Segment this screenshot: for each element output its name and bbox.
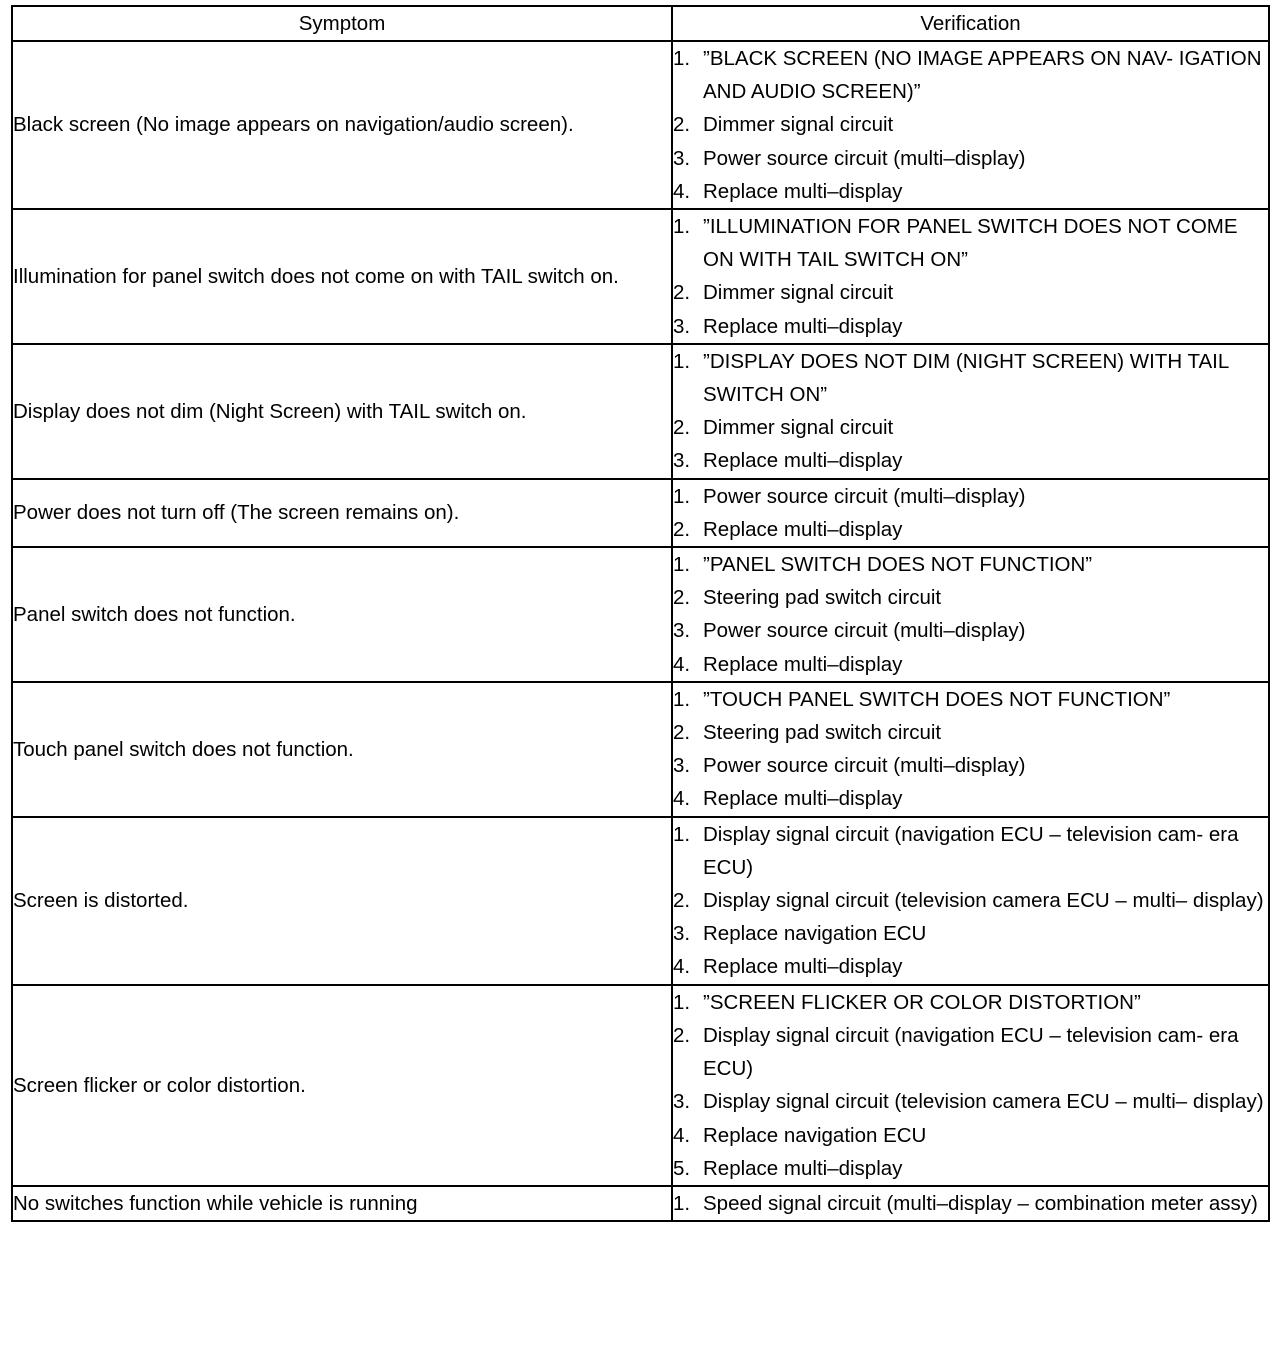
verification-step xyxy=(673,513,1268,546)
step-number: 2. xyxy=(673,416,691,440)
step-number: 5. xyxy=(673,1156,691,1180)
verification-step xyxy=(673,782,1268,815)
table-row xyxy=(12,547,1269,682)
verification-step xyxy=(673,1085,1268,1118)
header-row xyxy=(12,6,1269,41)
step-text: Steering pad switch circuit xyxy=(703,721,942,745)
verification-step xyxy=(673,345,1268,411)
verification-steps xyxy=(673,42,1268,208)
step-number: 1. xyxy=(673,215,691,239)
step-text: Replace multi–display xyxy=(703,517,903,541)
step-number: 3. xyxy=(673,146,691,170)
verification-cell xyxy=(672,479,1269,547)
step-number: 3. xyxy=(673,1090,691,1114)
step-text: Display signal circuit (navigation ECU – television cam- era ECU) xyxy=(703,1023,1239,1081)
table-row xyxy=(12,682,1269,817)
verification-cell xyxy=(672,1186,1269,1221)
verification-step xyxy=(673,716,1268,749)
step-text: Dimmer signal circuit xyxy=(703,416,894,440)
verification-steps xyxy=(673,480,1268,546)
verification-step xyxy=(673,818,1268,884)
step-text: Dimmer signal circuit xyxy=(703,113,894,137)
verification-cell xyxy=(672,547,1269,682)
verification-cell xyxy=(672,41,1269,209)
verification-step xyxy=(673,1119,1268,1152)
step-number: 4. xyxy=(673,652,691,676)
step-text: Power source circuit (multi–display) xyxy=(703,146,1026,170)
step-text: Power source circuit (multi–display) xyxy=(703,484,1026,508)
verification-cell xyxy=(672,344,1269,479)
step-text: Display signal circuit (television camera ECU – multi– display) xyxy=(703,889,1264,913)
symptom-cell: Power does not turn off (The screen remains on). xyxy=(12,479,672,547)
verification-cell xyxy=(672,209,1269,344)
verification-steps xyxy=(673,986,1268,1185)
step-text: ”DISPLAY DOES NOT DIM (NIGHT SCREEN) WITH TAIL SWITCH ON” xyxy=(703,349,1229,407)
verification-step xyxy=(673,581,1268,614)
step-text: Power source circuit (multi–display) xyxy=(703,619,1026,643)
table-row xyxy=(12,1186,1269,1221)
step-text: ”ILLUMINATION FOR PANEL SWITCH DOES NOT COME ON WITH TAIL SWITCH ON” xyxy=(703,215,1238,272)
step-text: Replace multi–display xyxy=(703,652,903,676)
verification-step xyxy=(673,444,1268,477)
verification-step xyxy=(673,1152,1268,1185)
step-number: 1. xyxy=(673,990,691,1014)
step-number: 3. xyxy=(673,754,691,778)
step-number: 2. xyxy=(673,517,691,541)
step-text: Replace navigation ECU xyxy=(703,1123,927,1147)
step-number: 4. xyxy=(673,955,691,979)
verification-step xyxy=(673,210,1268,276)
step-number: 1. xyxy=(673,484,691,508)
step-text: ”PANEL SWITCH DOES NOT FUNCTION” xyxy=(703,553,1093,577)
verification-steps xyxy=(673,1187,1268,1220)
step-number: 1. xyxy=(673,822,691,846)
verification-step xyxy=(673,310,1268,343)
step-number: 2. xyxy=(673,1023,691,1047)
step-text: Replace multi–display xyxy=(703,449,903,473)
verification-steps xyxy=(673,548,1268,681)
step-number: 4. xyxy=(673,787,691,811)
symptom-cell: Touch panel switch does not function. xyxy=(12,682,672,817)
table-body xyxy=(12,41,1269,1221)
verification-cell xyxy=(672,985,1269,1186)
step-text: Replace multi–display xyxy=(703,179,903,203)
verification-step xyxy=(673,884,1268,917)
verification-step xyxy=(673,175,1268,208)
symptom-cell: No switches function while vehicle is running xyxy=(12,1186,672,1221)
verification-step xyxy=(673,142,1268,175)
step-number: 1. xyxy=(673,1191,691,1215)
symptom-cell: Screen flicker or color distortion. xyxy=(12,985,672,1186)
step-text: ”BLACK SCREEN (NO IMAGE APPEARS ON NAV- IGATION AND AUDIO SCREEN)” xyxy=(703,47,1262,104)
table-row xyxy=(12,209,1269,344)
step-text: Display signal circuit (navigation ECU – television cam- era ECU) xyxy=(703,822,1239,879)
step-number: 2. xyxy=(673,721,691,745)
verification-steps xyxy=(673,683,1268,816)
verification-cell xyxy=(672,817,1269,985)
symptom-cell: Screen is distorted. xyxy=(12,817,672,985)
step-number: 2. xyxy=(673,113,691,137)
symptom-cell: Black screen (No image appears on navigation/audio screen). xyxy=(12,41,672,209)
verification-header: Verification xyxy=(672,6,1269,41)
step-number: 1. xyxy=(673,349,691,373)
step-number: 2. xyxy=(673,586,691,610)
verification-step xyxy=(673,749,1268,782)
step-text: Replace multi–display xyxy=(703,955,903,979)
verification-step xyxy=(673,42,1268,108)
table-row xyxy=(12,41,1269,209)
verification-step xyxy=(673,648,1268,681)
step-number: 2. xyxy=(673,889,691,913)
step-number: 1. xyxy=(673,47,691,70)
verification-step xyxy=(673,108,1268,141)
verification-step xyxy=(673,548,1268,581)
table-row xyxy=(12,985,1269,1186)
step-text: ”TOUCH PANEL SWITCH DOES NOT FUNCTION” xyxy=(703,687,1171,711)
step-number: 3. xyxy=(673,922,691,946)
step-number: 3. xyxy=(673,449,691,473)
symptom-header: Symptom xyxy=(12,6,672,41)
step-text: ”SCREEN FLICKER OR COLOR DISTORTION” xyxy=(703,990,1141,1014)
symptom-cell: Illumination for panel switch does not come on with TAIL switch on. xyxy=(12,209,672,344)
verification-step xyxy=(673,986,1268,1019)
verification-step xyxy=(673,683,1268,716)
step-number: 2. xyxy=(673,281,691,305)
verification-step xyxy=(673,614,1268,647)
step-number: 3. xyxy=(673,619,691,643)
verification-step xyxy=(673,480,1268,513)
step-text: Display signal circuit (television camera ECU – multi– display) xyxy=(703,1090,1264,1114)
symptom-cell: Panel switch does not function. xyxy=(12,547,672,682)
step-text: Speed signal circuit (multi–display – combination meter assy) xyxy=(703,1191,1258,1215)
table-row xyxy=(12,817,1269,985)
verification-step xyxy=(673,917,1268,950)
table-row xyxy=(12,479,1269,547)
troubleshooting-table xyxy=(11,5,1270,1222)
step-number: 1. xyxy=(673,553,691,577)
verification-steps xyxy=(673,210,1268,343)
table-row xyxy=(12,344,1269,479)
verification-step xyxy=(673,276,1268,309)
step-text: Dimmer signal circuit xyxy=(703,281,894,305)
symptom-cell: Display does not dim (Night Screen) with TAIL switch on. xyxy=(12,344,672,479)
step-number: 1. xyxy=(673,687,691,711)
step-number: 4. xyxy=(673,1123,691,1147)
step-text: Replace multi–display xyxy=(703,314,903,338)
step-text: Replace multi–display xyxy=(703,1156,903,1180)
step-text: Replace multi–display xyxy=(703,787,903,811)
step-number: 3. xyxy=(673,314,691,338)
verification-cell xyxy=(672,682,1269,817)
verification-step xyxy=(673,1019,1268,1085)
step-text: Replace navigation ECU xyxy=(703,922,927,946)
step-text: Steering pad switch circuit xyxy=(703,586,942,610)
step-text: Power source circuit (multi–display) xyxy=(703,754,1026,778)
verification-steps xyxy=(673,345,1268,478)
verification-step xyxy=(673,1187,1268,1220)
verification-step xyxy=(673,411,1268,444)
verification-step xyxy=(673,950,1268,983)
step-number: 4. xyxy=(673,179,691,203)
verification-steps xyxy=(673,818,1268,984)
